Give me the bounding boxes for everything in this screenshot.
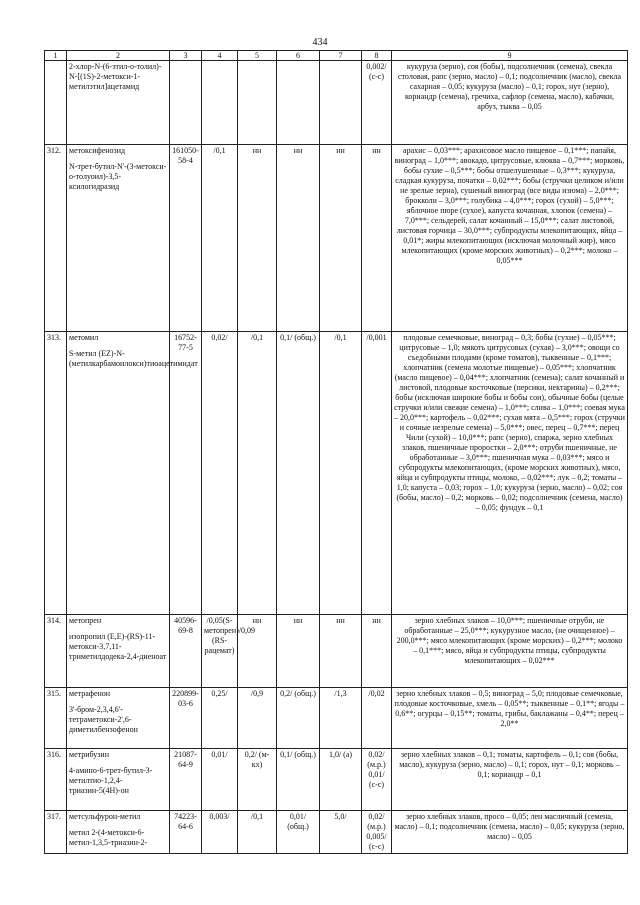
col8-value: 0,02/ (м.р.) 0,005/ (с-с)	[362, 811, 392, 854]
row-number: 312.	[45, 145, 67, 332]
col7-value: 5,0/	[320, 811, 362, 854]
cas-number	[170, 61, 202, 145]
col6-value: 0,1/ (общ.)	[277, 749, 320, 811]
substance-cell	[67, 61, 170, 145]
page-number: 434	[312, 37, 328, 48]
regulation-table	[44, 50, 628, 854]
col6-value: 0,01/ (общ.)	[277, 811, 320, 854]
col5-value: нн	[238, 145, 277, 332]
column-header: 2	[67, 51, 170, 61]
col8-value: 0,02/ (м.р.) 0,01/ (с-с)	[362, 749, 392, 811]
column-header: 5	[238, 51, 277, 61]
cas-number: 220899-03-6	[170, 688, 202, 749]
table-row	[45, 811, 628, 854]
substance-name: метомил	[69, 333, 99, 342]
col6-value: нн	[277, 615, 320, 688]
col4-value: 0,02/	[202, 332, 238, 615]
col5-value	[238, 61, 277, 145]
col7-value: нн	[320, 615, 362, 688]
column-header: 3	[170, 51, 202, 61]
column-header-row	[45, 51, 628, 61]
substance-cell	[67, 749, 170, 811]
chemical-name: 4-амино-6-трет-бутил-3-метилтио-1,2,4-триазин-5(4H)-он	[69, 766, 153, 795]
cas-number: 161050-58-4	[170, 145, 202, 332]
chemical-name: изопропил (E,E)-(RS)-11-метокси-3,7,11-триметилдодека-2,4-диеноат	[69, 632, 167, 661]
tolerance-text: зерно хлебных злаков – 0,1; томаты, картофель – 0,1; соя (бобы, масло), кукуруза (зерно, масло) – 0,1; горох, нут – 0,1; морковь – 0,1; кориандр – 0,1	[392, 749, 628, 811]
cas-number: 74223-64-6	[170, 811, 202, 854]
col7-value: /0,1	[320, 332, 362, 615]
col5-value: 0,2/ (м-кх)	[238, 749, 277, 811]
substance-cell	[67, 688, 170, 749]
substance-name: метопрен	[69, 616, 102, 625]
substance-name: метсульфурон-метил	[69, 812, 141, 821]
cas-number: 40596-69-8	[170, 615, 202, 688]
col7-value: 1,0/ (а)	[320, 749, 362, 811]
col8-value: /0,001	[362, 332, 392, 615]
chemical-name: 2-хлор-N-(6-этил-о-толил)-N-[(1S)-2-метокси-1-метилэтил]ацетамид	[69, 62, 162, 91]
column-header: 9	[392, 51, 628, 61]
chemical-name: N-трет-бутил-N'-(3-метокси-о-толуоил)-3,5-ксилогидразид	[69, 162, 167, 191]
chemical-name: S-метил (EZ)-N-(метилкарбамоилокси)тиоацетимидат	[69, 349, 198, 368]
tolerance-text: плодовые семечковые, виноград – 0,3; бобы (сухие) – 0,05***; цитрусовые – 1,0; мякоть цитрусовых (сухая) – 3,0***; овощи со съедобными плодами (кроме томатов), тыквенные – 0,1***; хлопчатник (семена молотые пищевые) – 0,05***; хлопчатник (масло пищевое) – 0,04***; хлопчатник (семена); салат кочанный и листовой, плодовые косточковые (персики, нектарины) – 0,2***; бобы (исключая широкие бобы и бобы сои), обычные бобы (целые стручки и/или свежие семена) – 1,0***; слива – 1,0***; соевая мука – 20,0***; картофель – 0,02***; сухая мята – 0,5***; горох (стручки и сочные незрелые семена) – 5,0***; овес, перец – 0,7***; перец Чили (сухой) – 10,0***; рапс (зерно), спаржа, зерно хлебных злаков, пшеничные проростки – 2,0***; отруби пшеничные, не обработанные – 3,0***; пшеничная мука – 0,03***; мясо и субпродукты млекопитающих, (кроме морских животных), мясо, яйца и субпродукты птицы, молоко, – 0,02***; лук – 0,2; томаты – 1,0; капуста – 0,03; горох – 1,0; кукуруза (зерно, масло) – 0,02; соя (бобы, масло) – 0,2; морковь – 0,02; подсолнечник (семена, масло) – 0,05; фундук – 0,1	[392, 332, 628, 615]
tolerance-text: зерно хлебных злаков, просо – 0,05; лен масличный (семена, масло) – 0,1; подсолнечник (семена, масло) – 0,05; кукуруза (зерно, масло) – 0,05	[392, 811, 628, 854]
table-row	[45, 145, 628, 332]
cas-number: 21087-64-9	[170, 749, 202, 811]
tolerance-text: арахис – 0,03***; арахисовое масло пищевое – 0,1***; папайя, виноград – 1,0***; авокадо, цитрусовые, клюква – 0,7***; морковь, бобы сухие – 0,5***; бобы отшелушенные – 0,3***; кукуруза, сладкая кукуруза, початки – 0,02***; бобы (стручки целиком и/или не зрелые зерна), сушеный виноград (все виды изюма) – 2,0***; брокколи – 3,0***; голубика – 4,0***; горох (сухой) – 5,0***; яблочное пюре (сухое), капуста кочанная, хлопок (семена) – 7,0***; сельдерей, салат кочанный – 15,0***; салат листовой, листовая горчица – 30,0***; субпродукты млекопитающих, яйца – 0,01*; жиры млекопитающих (исключая молочный жир), мясо млекопитающих (кроме морских животных) – 0,2***; молоко – 0,05***	[392, 145, 628, 332]
table-row	[45, 332, 628, 615]
chemical-name: метил 2-(4-метокси-6-метил-1,3,5-триазин-2-	[69, 828, 148, 847]
table-row	[45, 615, 628, 688]
cas-number: 16752-77-5	[170, 332, 202, 615]
col8-value: нн	[362, 615, 392, 688]
col5-value: /0,1	[238, 811, 277, 854]
col4-value: 0,25/	[202, 688, 238, 749]
tolerance-text: зерно хлебных злаков – 0,5; виноград – 5,0; плодовые семечковые, плодовые косточковые, хмель – 0,05**; тыквенные – 0,1**; ягоды – 0,6**; огурцы – 0,15**; томаты, грибы, баклажаны – 0,4**; перец – 2,0**	[392, 688, 628, 749]
substance-cell	[67, 811, 170, 854]
row-number: 316.	[45, 749, 67, 811]
column-header: 1	[45, 51, 67, 61]
col4-value: 0,01/	[202, 749, 238, 811]
col4-value: /0,05(S-метопрен)/0,09 (RS-рацемат)	[202, 615, 238, 688]
col7-value: нн	[320, 145, 362, 332]
tolerance-text: кукуруза (зерно), соя (бобы), подсолнечник (семена), свекла столовая, рапс (зерно, масло) – 0,1; подсолнечник (масло), свекла сахарная – 0,05; кукуруза (масло) – 0,1; горох, нут (зерно), кориандр (семена), гречиха, сафлор (семена, масло), кабачки, арбуз, тыква – 0,05	[392, 61, 628, 145]
col5-value: /0,1	[238, 332, 277, 615]
table-row	[45, 61, 628, 145]
substance-name: метоксифенозид	[69, 146, 126, 155]
row-number: 315.	[45, 688, 67, 749]
col6-value	[277, 61, 320, 145]
col4-value: /0,1	[202, 145, 238, 332]
column-header: 4	[202, 51, 238, 61]
col6-value: 0,2/ (общ.)	[277, 688, 320, 749]
col6-value: 0,1/ (общ.)	[277, 332, 320, 615]
col7-value: /1,3	[320, 688, 362, 749]
substance-name: метрибузин	[69, 750, 109, 759]
col7-value	[320, 61, 362, 145]
col8-value: /0,02	[362, 688, 392, 749]
row-number	[45, 61, 67, 145]
chemical-name: 3'-бром-2,3,4,6'-тетраметокси-2',6-диметилбензофенон	[69, 705, 138, 734]
substance-cell	[67, 145, 170, 332]
row-number: 317.	[45, 811, 67, 854]
column-header: 7	[320, 51, 362, 61]
col4-value	[202, 61, 238, 145]
tolerance-text: зерно хлебных злаков – 10,0***; пшеничные отруби, не обработанные – 25,0***; кукурузное масло, (не очищенное) – 200,0***; мясо млекопитающих (кроме морских) – 0,2***; молоко – 0,1***; мясо, яйца и субпродукты птицы, субпродукты млекопитающих – 0,02***	[392, 615, 628, 688]
column-header: 8	[362, 51, 392, 61]
row-number: 314.	[45, 615, 67, 688]
col8-value: нн	[362, 145, 392, 332]
col8-value: 0,002/ (с-с)	[362, 61, 392, 145]
substance-cell	[67, 615, 170, 688]
row-number: 313.	[45, 332, 67, 615]
column-header: 6	[277, 51, 320, 61]
table-row	[45, 749, 628, 811]
col6-value: нн	[277, 145, 320, 332]
col5-value: нн	[238, 615, 277, 688]
substance-name: метрафенон	[69, 689, 111, 698]
col5-value: /0,9	[238, 688, 277, 749]
col4-value: 0,003/	[202, 811, 238, 854]
table-row	[45, 688, 628, 749]
